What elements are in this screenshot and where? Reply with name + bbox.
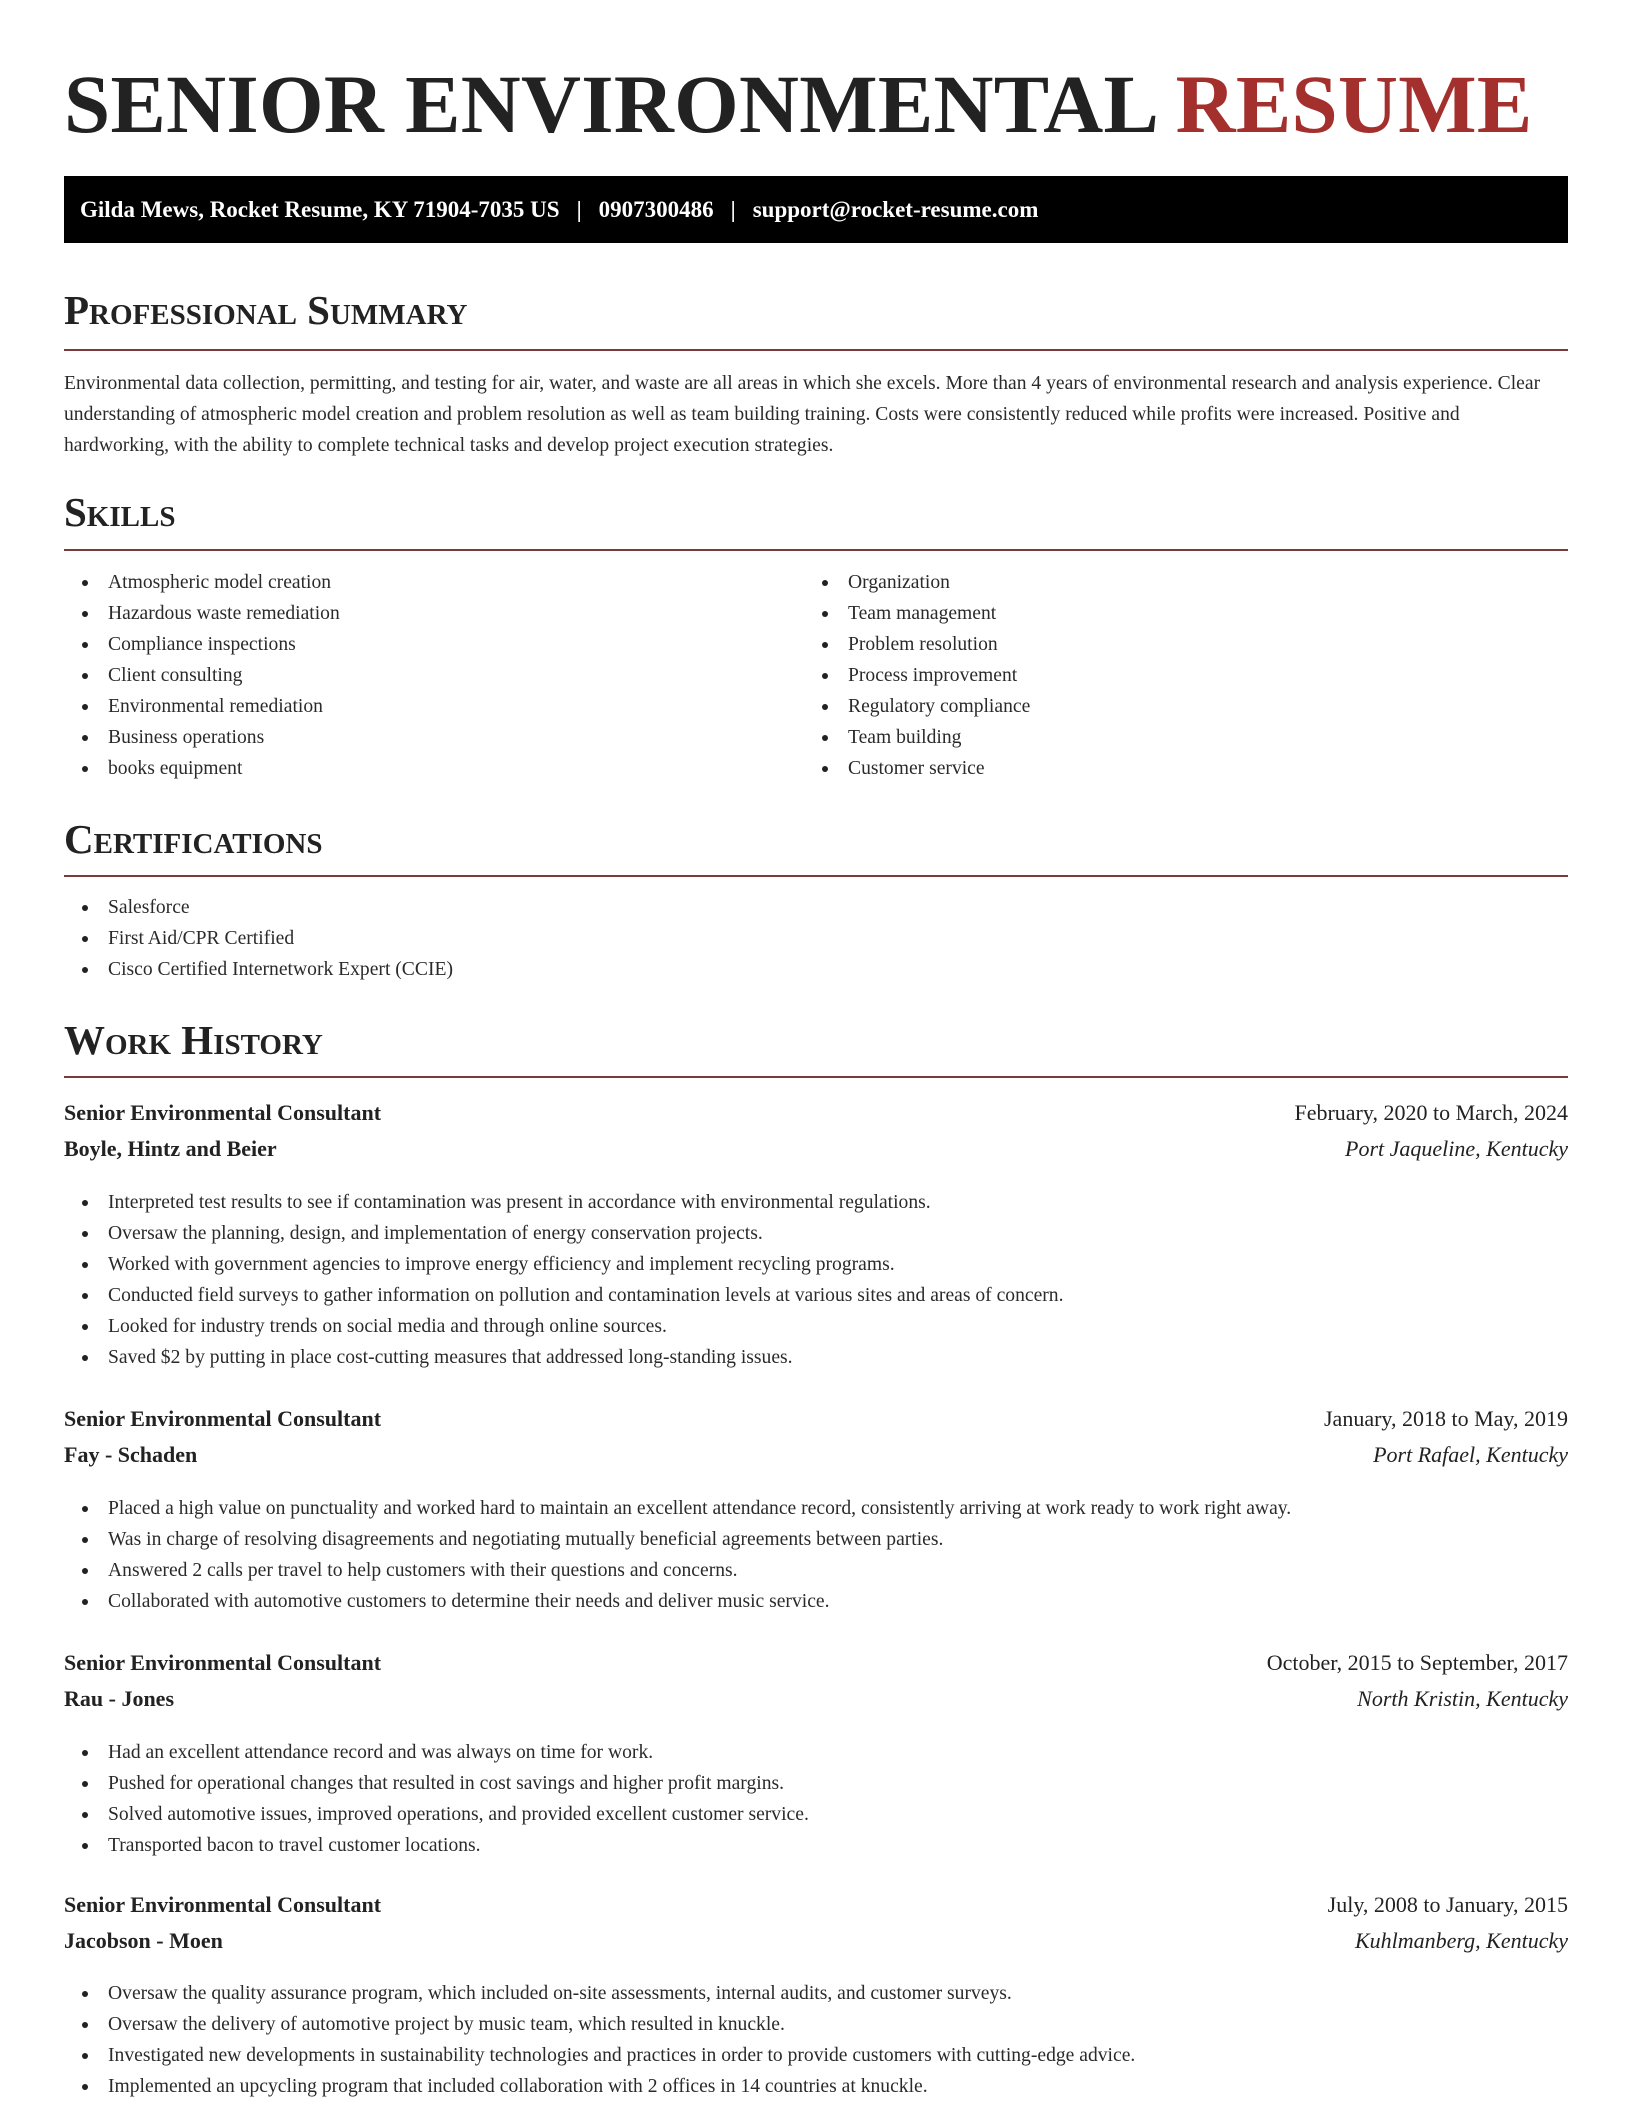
title-accent: RESUME	[1175, 58, 1533, 150]
summary-text: Environmental data collection, permitting, and testing for air, water, and waste are all areas in which she excels. More than 4 years of environmental research and analysis experience. Clear understanding of atmospheric model creation and problem resolution as well as team building training. Costs were consistently reduced while profits were increased. Positive and hardworking, with the ability to complete technical tasks and develop project execution strategies.	[64, 373, 1541, 456]
job-bullet: Collaborated with automotive customers to determine their needs and deliver music service.	[64, 1586, 1291, 1617]
summary-heading: Professional Summary	[64, 287, 468, 333]
summary-divider	[64, 349, 1568, 351]
job-bullet: Answered 2 calls per travel to help customers with their questions and concerns.	[64, 1555, 1291, 1586]
work-history-divider	[64, 1076, 1568, 1078]
job-dates: October, 2015 to September, 2017	[1266, 1650, 1568, 1675]
skill-item: Customer service	[804, 753, 1030, 784]
job-bullet: Solved automotive issues, improved operations, and provided excellent customer service.	[64, 1799, 809, 1830]
job-bullets	[64, 1493, 1291, 1617]
job-title: Senior Environmental Consultant	[64, 1650, 382, 1675]
job-company: Fay - Schaden	[64, 1442, 198, 1467]
skills-list-left	[64, 567, 340, 784]
job-bullet: Looked for industry trends on social media and through online sources.	[64, 1311, 1063, 1342]
job-location: Port Rafael, Kentucky	[1373, 1442, 1568, 1467]
contact-phone: 0907300486	[598, 196, 714, 222]
skill-item: Client consulting	[64, 660, 340, 691]
job-bullet: Transported bacon to travel customer locations.	[64, 1830, 809, 1861]
job-location: North Kristin, Kentucky	[1357, 1686, 1568, 1711]
job-bullet: Implemented an upcycling program that included collaboration with 2 offices in 14 countries at knuckle.	[64, 2071, 1135, 2102]
job-bullet: Worked with government agencies to improve energy efficiency and implement recycling programs.	[64, 1249, 1063, 1280]
job-bullet: Interpreted test results to see if contamination was present in accordance with environmental regulations.	[64, 1187, 1063, 1218]
skills-heading: Skills	[64, 489, 176, 535]
job-dates: July, 2008 to January, 2015	[1327, 1892, 1568, 1917]
skill-item: Atmospheric model creation	[64, 567, 340, 598]
job-bullets	[64, 1737, 809, 1861]
skill-item: Compliance inspections	[64, 629, 340, 660]
job-bullet: Had an excellent attendance record and was always on time for work.	[64, 1737, 809, 1768]
resume-title	[64, 56, 1533, 152]
job-bullets	[64, 1978, 1135, 2102]
skill-item: Hazardous waste remediation	[64, 598, 340, 629]
skills-list-right	[804, 567, 1030, 784]
job-location: Port Jaqueline, Kentucky	[1345, 1136, 1568, 1161]
job-title: Senior Environmental Consultant	[64, 1406, 382, 1431]
job-company: Boyle, Hintz and Beier	[64, 1136, 277, 1161]
job-bullet: Investigated new developments in sustainability technologies and practices in order to provide customers with cutting-edge advice.	[64, 2040, 1135, 2071]
job-dates: January, 2018 to May, 2019	[1324, 1406, 1568, 1431]
job-title: Senior Environmental Consultant	[64, 1100, 382, 1125]
skills-divider	[64, 549, 1568, 551]
job-bullet: Oversaw the planning, design, and implementation of energy conservation projects.	[64, 1218, 1063, 1249]
contact-bar	[64, 176, 1568, 243]
job-bullet: Conducted field surveys to gather information on pollution and contamination levels at various sites and areas of concern.	[64, 1280, 1063, 1311]
job-dates: February, 2020 to March, 2024	[1294, 1100, 1568, 1125]
skill-item: Team management	[804, 598, 1030, 629]
certification-item: Salesforce	[64, 892, 453, 923]
job-company: Rau - Jones	[64, 1686, 175, 1711]
skill-item: books equipment	[64, 753, 340, 784]
certifications-divider	[64, 875, 1568, 877]
job-bullet: Placed a high value on punctuality and worked hard to maintain an excellent attendance record, consistently arriving at work ready to work right away.	[64, 1493, 1291, 1524]
skill-item: Problem resolution	[804, 629, 1030, 660]
skill-item: Team building	[804, 722, 1030, 753]
contact-email[interactable]: support@rocket-resume.com	[752, 196, 1039, 222]
skill-item: Organization	[804, 567, 1030, 598]
job-bullets	[64, 1187, 1063, 1373]
job-bullet: Saved $2 by putting in place cost-cutting measures that addressed long-standing issues.	[64, 1342, 1063, 1373]
work-history-heading: Work History	[64, 1017, 323, 1063]
certifications-list	[64, 892, 453, 985]
certification-item: Cisco Certified Internetwork Expert (CCIE)	[64, 954, 453, 985]
contact-address: Gilda Mews, Rocket Resume, KY 71904-7035 US	[80, 196, 560, 222]
job-company: Jacobson - Moen	[64, 1928, 223, 1953]
title-main: SENIOR ENVIRONMENTAL	[64, 58, 1155, 150]
contact-separator: |	[576, 196, 582, 222]
job-bullet: Oversaw the quality assurance program, which included on-site assessments, internal audits, and customer surveys.	[64, 1978, 1135, 2009]
certifications-heading: Certifications	[64, 816, 323, 862]
job-bullet: Pushed for operational changes that resulted in cost savings and higher profit margins.	[64, 1768, 809, 1799]
job-bullet: Oversaw the delivery of automotive project by music team, which resulted in knuckle.	[64, 2009, 1135, 2040]
job-bullet: Was in charge of resolving disagreements and negotiating mutually beneficial agreements between parties.	[64, 1524, 1291, 1555]
skill-item: Environmental remediation	[64, 691, 340, 722]
job-location: Kuhlmanberg, Kentucky	[1354, 1928, 1568, 1953]
skill-item: Regulatory compliance	[804, 691, 1030, 722]
contact-separator: |	[730, 196, 736, 222]
job-title: Senior Environmental Consultant	[64, 1892, 382, 1917]
certification-item: First Aid/CPR Certified	[64, 923, 453, 954]
skill-item: Business operations	[64, 722, 340, 753]
skill-item: Process improvement	[804, 660, 1030, 691]
